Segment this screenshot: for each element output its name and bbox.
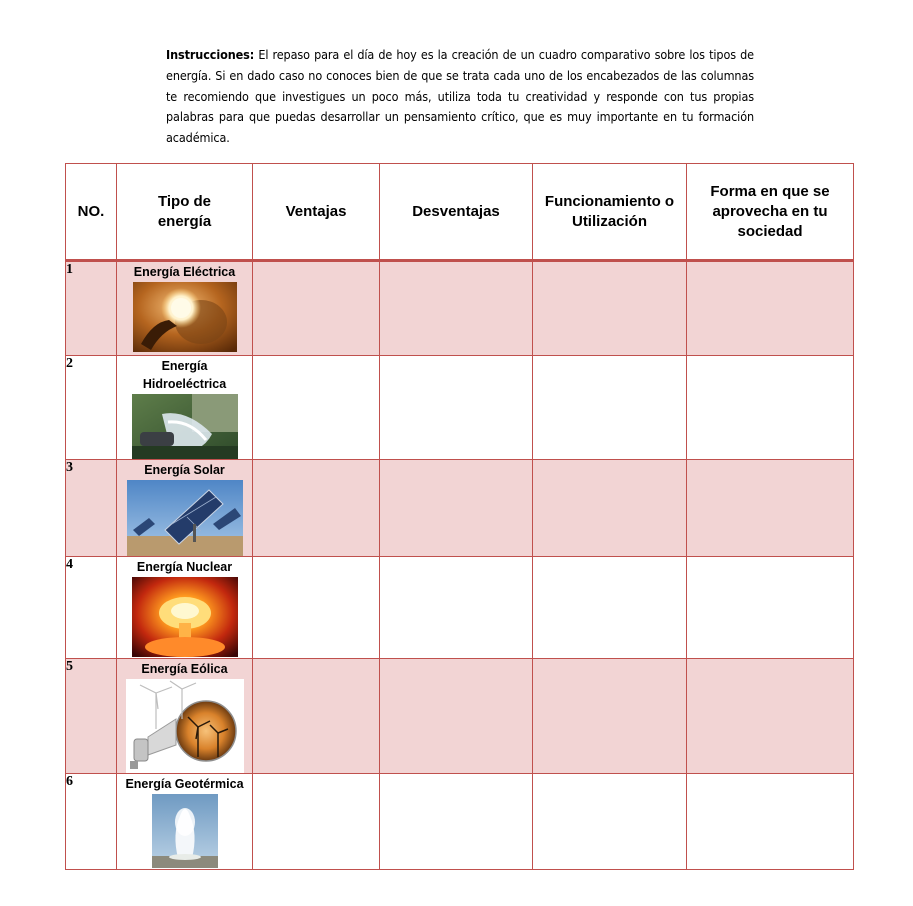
instructions-text: El repaso para el día de hoy es la creación de un cuadro comparativo sobre los tipos de energía. Si en dado caso no conoces bien de que se trata cada uno de los encabezados de las columnas te recomiendo que investigues un poco más, utiliza toda tu creatividad y responde con tus propias palabras para que puedas desarrollar un pensamiento crítico, que es muy importante en tu formación académica. [166,47,754,146]
energy-name: Energía Eléctrica [133,265,236,279]
row-number: 6 [66,774,117,870]
table-row [66,460,854,557]
instructions-paragraph [166,45,754,149]
row-number: 4 [66,557,117,659]
wind-turbines-bulb-image [126,679,244,773]
energy-name: Energía Geotérmica [125,777,244,791]
energy-type-cell [117,261,253,356]
table-row [66,356,854,460]
funcionamiento-cell[interactable] [533,460,687,557]
header-row [66,164,854,261]
table-row [66,774,854,870]
hydro-turbine-image [132,394,238,459]
ventajas-cell[interactable] [253,557,380,659]
energy-type-cell [117,659,253,774]
desventajas-cell[interactable] [380,774,533,870]
forma-cell[interactable] [687,460,854,557]
light-bulb-image [133,282,237,352]
header-no: NO. [66,164,117,261]
funcionamiento-cell[interactable] [533,356,687,460]
comparison-table [65,163,854,870]
instructions-label: Instrucciones: [166,47,255,62]
forma-cell[interactable] [687,261,854,356]
energy-type-cell [117,774,253,870]
geyser-image [152,794,218,868]
table-row [66,659,854,774]
header-forma: Forma en que se aprovecha en tu sociedad [687,164,854,261]
row-number: 1 [66,261,117,356]
nuclear-explosion-image [132,577,238,657]
solar-panels-image [127,480,243,556]
funcionamiento-cell[interactable] [533,261,687,356]
energy-type-cell [117,460,253,557]
energy-name: Energía Nuclear [136,560,233,574]
row-number: 2 [66,356,117,460]
forma-cell[interactable] [687,557,854,659]
funcionamiento-cell[interactable] [533,774,687,870]
desventajas-cell[interactable] [380,261,533,356]
ventajas-cell[interactable] [253,356,380,460]
ventajas-cell[interactable] [253,460,380,557]
desventajas-cell[interactable] [380,356,533,460]
row-number: 3 [66,460,117,557]
desventajas-cell[interactable] [380,460,533,557]
funcionamiento-cell[interactable] [533,659,687,774]
row-number: 5 [66,659,117,774]
header-tipo: Tipo de energía [117,164,253,261]
ventajas-cell[interactable] [253,774,380,870]
energy-type-cell [117,557,253,659]
header-ventajas: Ventajas [253,164,380,261]
ventajas-cell[interactable] [253,261,380,356]
energy-name: Energía Solar [144,463,225,477]
forma-cell[interactable] [687,659,854,774]
forma-cell[interactable] [687,356,854,460]
table-row [66,557,854,659]
desventajas-cell[interactable] [380,659,533,774]
funcionamiento-cell[interactable] [533,557,687,659]
header-funcionamiento: Funcionamiento o Utilización [533,164,687,261]
energy-name: Energía Eólica [141,662,228,676]
table-row [66,261,854,356]
header-desventajas: Desventajas [380,164,533,261]
energy-type-cell [117,356,253,460]
ventajas-cell[interactable] [253,659,380,774]
desventajas-cell[interactable] [380,557,533,659]
energy-name: Energía Hidroeléctrica [142,359,227,391]
forma-cell[interactable] [687,774,854,870]
